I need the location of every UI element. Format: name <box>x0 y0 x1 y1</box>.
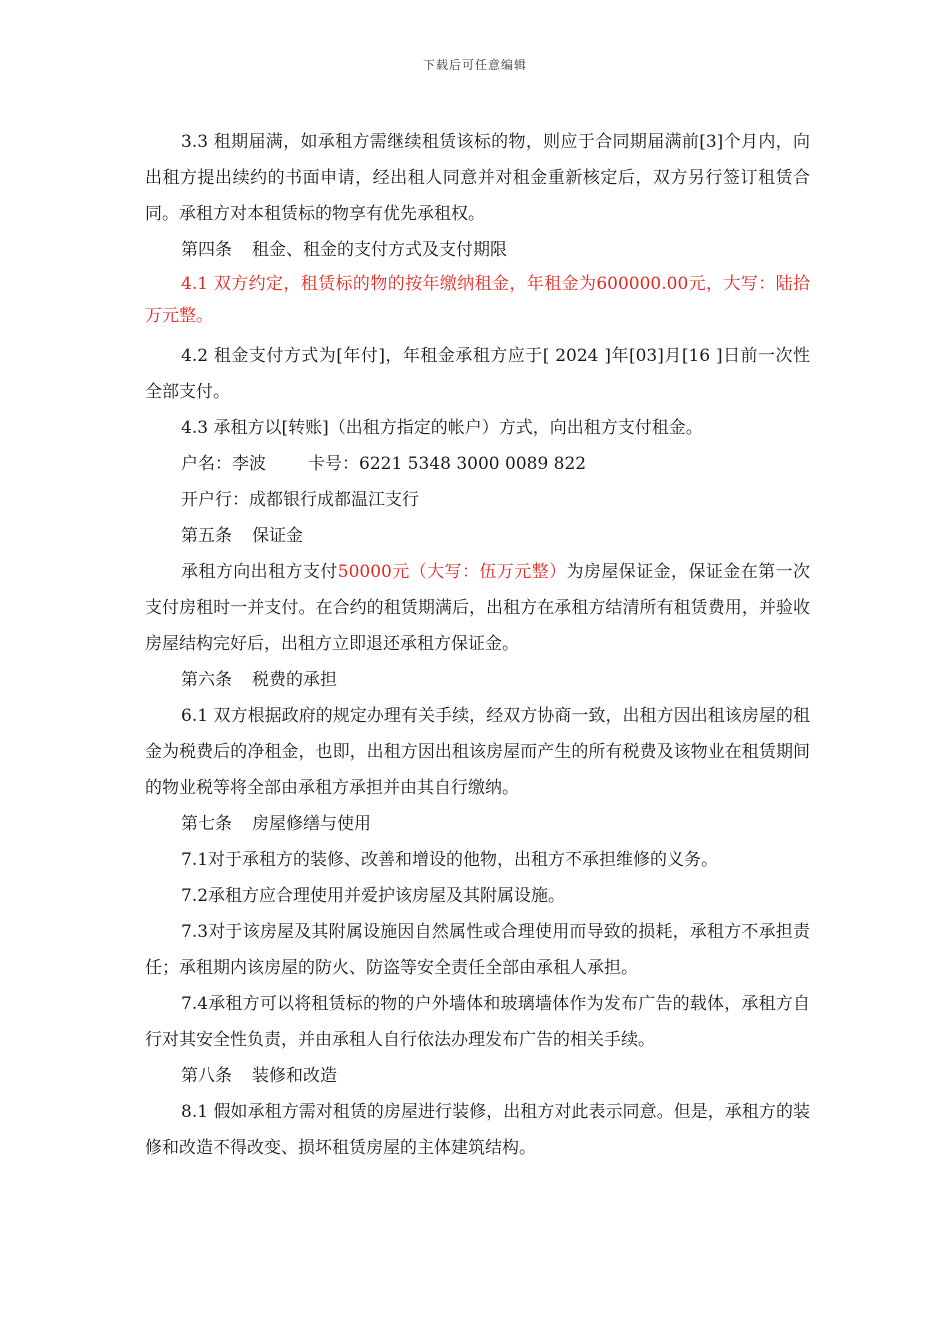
article-6-title: 税费的承担 <box>252 670 337 690</box>
article-7-title: 房屋修缮与使用 <box>252 814 371 834</box>
deposit-text-post: 为房屋保证金，保证金在第一次支付房租时一并支付。在合约的租赁期满后，出租方在承租方结清所有租赁费用，并验收房屋结构完好后，出租方立即退还承租方保证金。 <box>145 562 810 654</box>
article-7-number: 第七条 <box>181 814 232 834</box>
document-body <box>145 124 810 1166</box>
article-7-heading <box>145 806 810 842</box>
article-4-heading <box>145 232 810 268</box>
deposit-text-pre: 承租方向出租方支付 <box>181 562 338 582</box>
clause-7-4: 7.4承租方可以将租赁标的物的户外墙体和玻璃墙体作为发布广告的载体，承租方自行对其安全性负责，并由承租人自行依法办理发布广告的相关手续。 <box>145 994 810 1050</box>
clause-6-1: 6.1 双方根据政府的规定办理有关手续，经双方协商一致，出租方因出租该房屋的租金为税费后的净租金，也即，出租方因出租该房屋而产生的所有税费及该物业在租赁期间的物业税等将全部由承租方承担并由其自行缴纳。 <box>145 706 810 798</box>
clause-5-deposit <box>145 554 810 662</box>
clause-4-1: 4.1 双方约定，租赁标的物的按年缴纳租金，年租金为600000.00元，大写：陆拾万元整。 <box>145 274 810 326</box>
article-8-title: 装修和改造 <box>252 1066 337 1086</box>
article-4-number: 第四条 <box>181 240 232 260</box>
clause-3-3: 3.3 租期届满，如承租方需继续租赁该标的物，则应于合同期届满前[3]个月内，向出租方提出续约的书面申请，经出租人同意并对租金重新核定后，双方另行签订租赁合同。承租方对本租赁标的物享有优先承租权。 <box>145 132 810 224</box>
clause-7-2: 7.2承租方应合理使用并爱护该房屋及其附属设施。 <box>181 886 566 906</box>
clause-8-1: 8.1 假如承租方需对租赁的房屋进行装修，出租方对此表示同意。但是，承租方的装修和改造不得改变、损坏租赁房屋的主体建筑结构。 <box>145 1102 810 1158</box>
article-8-heading <box>145 1058 810 1094</box>
article-8-number: 第八条 <box>181 1066 232 1086</box>
clause-4-3: 4.3 承租方以[转账]（出租方指定的帐户）方式，向出租方支付租金。 <box>181 418 703 438</box>
deposit-amount: 50000元（大写：伍万元整） <box>337 562 567 582</box>
article-6-heading <box>145 662 810 698</box>
bank-line: 开户行：成都银行成都温江支行 <box>181 490 419 510</box>
clause-4-2: 4.2 租金支付方式为[年付]，年租金承租方应于[ 2024 ]年[03]月[16 ]日前一次性全部支付。 <box>145 346 810 402</box>
account-line <box>145 446 810 482</box>
article-5-heading <box>145 518 810 554</box>
card-number: 卡号：6221 5348 3000 0089 822 <box>308 454 587 474</box>
article-4-title: 租金、租金的支付方式及支付期限 <box>252 240 507 260</box>
article-6-number: 第六条 <box>181 670 232 690</box>
clause-7-3: 7.3对于该房屋及其附属设施因自然属性或合理使用而导致的损耗，承租方不承担责任；承租期内该房屋的防火、防盗等安全责任全部由承租人承担。 <box>145 922 810 978</box>
account-name: 户名：李波 <box>181 454 266 474</box>
article-5-number: 第五条 <box>181 526 232 546</box>
clause-7-1: 7.1对于承租方的装修、改善和增设的他物，出租方不承担维修的义务。 <box>181 850 719 870</box>
page-header: 下载后可任意编辑 <box>422 58 527 72</box>
article-5-title: 保证金 <box>252 526 303 546</box>
